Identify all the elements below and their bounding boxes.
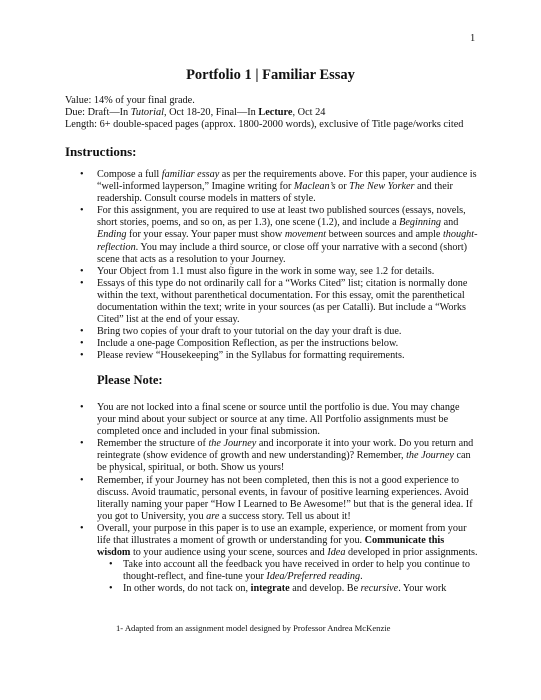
instruction-item: • Compose a full familiar essay as per the requirements above. For this paper, your audience is “well-informed layperson,” Imagine writing for Maclean’s or The New Yorker and their readership. Consult course models in matters of style. [97, 169, 479, 205]
instruction-item: • Bring two copies of your draft to your tutorial on the day your draft is due. [97, 326, 479, 338]
instruction-item: • Please review “Housekeeping” in the Syllabus for formatting requirements. [97, 350, 479, 362]
note-item: • Remember, if your Journey has not been completed, then this is not a good experience to discuss. Avoid traumatic, personal events, in favour of positive learning experiences. Avoid literally naming your paper “How I Learned to Be Awesome!” but that is the general idea. If you got to University, you are a success story. Tell us about it! [97, 475, 479, 523]
value-line: Value: 14% of your final grade. [65, 95, 195, 106]
page-number: 1 [470, 33, 476, 44]
please-note-heading: Please Note: [97, 373, 163, 387]
notes-list [97, 402, 479, 596]
footnote: 1- Adapted from an assignment model designed by Professor Andrea McKenzie [116, 623, 391, 633]
instruction-item: • Your Object from 1.1 must also figure in the work in some way, see 1.2 for details. [97, 266, 479, 278]
due-line: Due: Draft—In Tutorial, Oct 18-20, Final—In Lecture, Oct 24 [65, 107, 326, 119]
sub-note-item: • Take into account all the feedback you have received in order to help you continue to thought-reflect, and fine-tune your Idea/Preferred reading. [123, 559, 479, 583]
note-item: • Remember the structure of the Journey and incorporate it into your work. Do you return and reintegrate (show evidence of growth and new understanding)? Remember, the Journey can be physical, spiritual, or both. Show us yours! [97, 438, 479, 474]
note-item: • Overall, your purpose in this paper is to use an example, experience, or moment from your life that illustrates a moment of growth or understanding for you. Communicate this wisdom to your audience using your scene, sources and Idea developed in prior assignments. • Take into account all the feedback you have received in order to help you continue to thought-reflect, and fine-tune your Idea/Preferred reading. • In other words, do not tack on, integrate and develop. Be recursive. Your work [97, 523, 479, 596]
instruction-item: • Include a one-page Composition Reflection, as per the instructions below. [97, 338, 479, 350]
instructions-heading: Instructions: [65, 144, 137, 159]
instruction-item: • Essays of this type do not ordinarily call for a “Works Cited” list; citation is normally done within the text, without parenthetical documentation. For this essay, omit the parenthetical documentation within the text; write in your sources (as per Catalli). But include a “Works Cited” list at the end of your essay. [97, 278, 479, 326]
note-item: • You are not locked into a final scene or source until the portfolio is due. You may change your mind about your subject or source at any time. All Portfolio assignments must be completed once and included in your final submission. [97, 402, 479, 438]
sub-notes-list [97, 559, 479, 595]
page-title: Portfolio 1 | Familiar Essay [186, 67, 355, 83]
instruction-item: • For this assignment, you are required to use at least two published sources (essays, novels, short stories, poems, and so on, as per 1.3), one scene (1.2), and include a Beginning and Ending for your essay. Your paper must show movement between sources and ample thought-reflection. You may include a third source, or close off your narrative with a second (short) scene that acts as a resolution to your Journey. [97, 205, 479, 265]
length-line: Length: 6+ double-spaced pages (approx. 1800-2000 words), exclusive of Title page/works cited [65, 119, 464, 131]
sub-note-item: • In other words, do not tack on, integrate and develop. Be recursive. Your work [123, 583, 479, 595]
instructions-list [97, 169, 479, 363]
assignment-meta [65, 95, 463, 132]
